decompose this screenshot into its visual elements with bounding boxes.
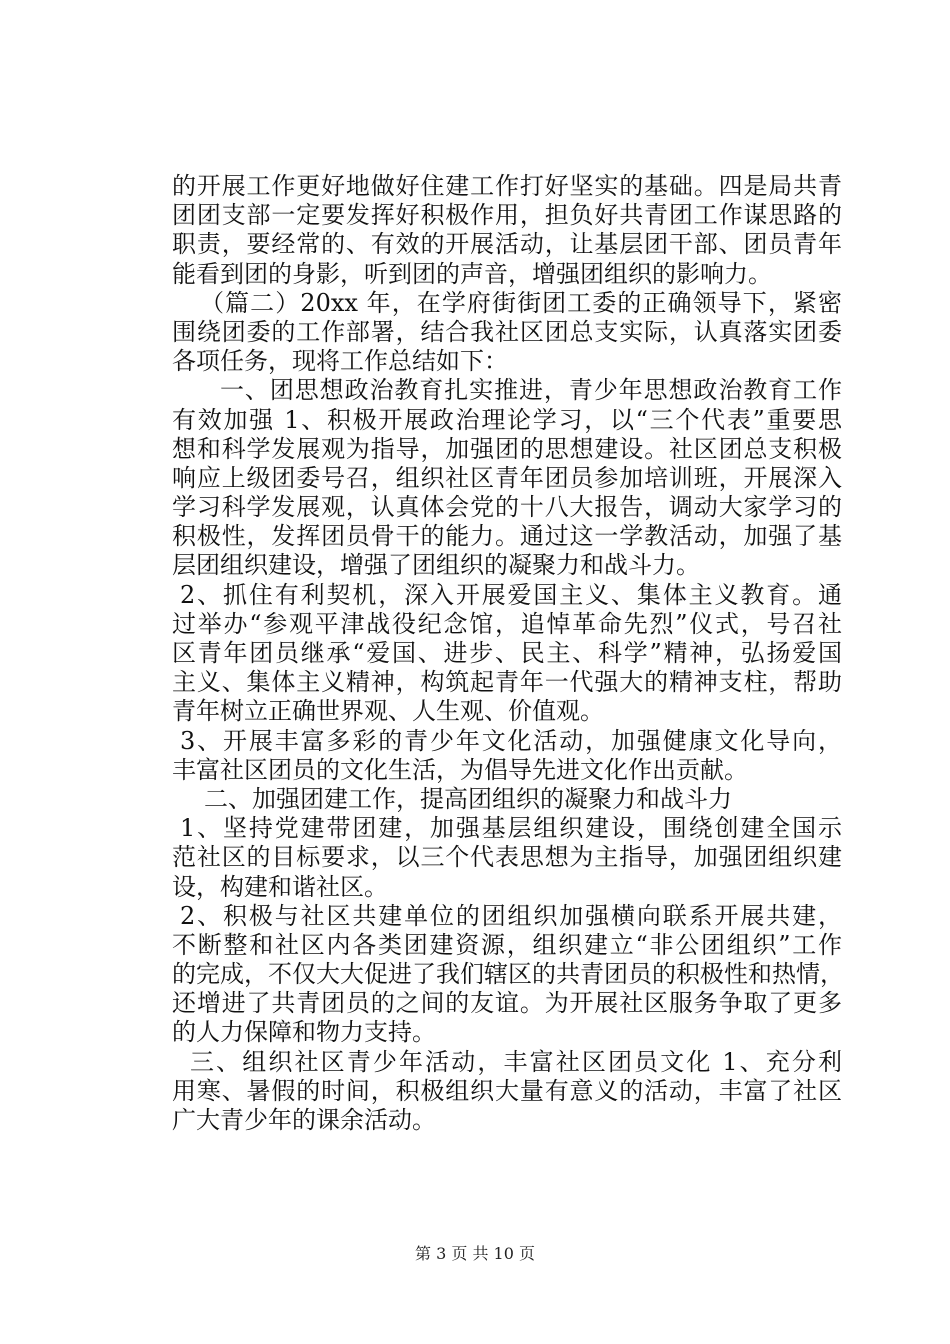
text-line: 围绕团委的工作部署，结合我社区团总支实际，认真落实团委 <box>172 317 842 346</box>
text-line: （篇二）20xx 年，在学府街街团工委的正确领导下，紧密 <box>200 288 842 317</box>
text-line: 1、坚持党建带团建，加强基层组织建设，围绕创建全国示 <box>180 814 842 843</box>
text-line: 3、开展丰富多彩的青少年文化活动，加强健康文化导向， <box>180 726 842 755</box>
text-line: 设，构建和谐社区。 <box>172 872 388 901</box>
text-line: 想和科学发展观为指导，加强团的思想建设。社区团总支积极 <box>172 434 842 463</box>
text-line: 不断整和社区内各类团建资源，组织建立“非公团组织”工作 <box>172 930 842 959</box>
text-line: 学习科学发展观，认真体会党的十八大报告，调动大家学习的 <box>172 493 842 522</box>
text-line: 2、抓住有利契机，深入开展爱国主义、集体主义教育。通 <box>180 580 842 609</box>
text-line: 广大青少年的课余活动。 <box>172 1106 436 1134</box>
text-line: 团团支部一定要发挥好积极作用，担负好共青团工作谋思路的 <box>172 201 842 230</box>
text-line: 职责，要经常的、有效的开展活动，让基层团干部、团员青年 <box>172 230 842 259</box>
text-line: 的开展工作更好地做好住建工作打好坚实的基础。四是局共青 <box>172 172 842 200</box>
text-line: 的完成，不仅大大促进了我们辖区的共青团员的积极性和热情， <box>172 960 844 989</box>
text-line: 主义、集体主义精神，构筑起青年一代强大的精神支柱，帮助 <box>172 668 842 697</box>
text-line: 积极性，发挥团员骨干的能力。通过这一学教活动，加强了基 <box>172 522 842 551</box>
text-line: 各项任务，现将工作总结如下： <box>172 347 508 376</box>
text-line: 的人力保障和物力支持。 <box>172 1018 436 1047</box>
text-line: 还增进了共青团员的之间的友谊。为开展社区服务争取了更多 <box>172 989 842 1018</box>
text-line: 有效加强 1、积极开展政治理论学习，以“三个代表”重要思 <box>172 405 842 434</box>
text-line: 范社区的目标要求，以三个代表思想为主指导，加强团组织建 <box>172 843 842 872</box>
text-line: 过举办“参观平津战役纪念馆，追悼革命先烈”仪式，号召社 <box>172 609 842 638</box>
text-line: 一、团思想政治教育扎实推进，青少年思想政治教育工作 <box>220 376 842 405</box>
text-line: 层团组织建设，增强了团组织的凝聚力和战斗力。 <box>172 551 700 580</box>
text-line: 2、积极与社区共建单位的团组织加强横向联系开展共建， <box>180 901 842 930</box>
page-footer: 第 3 页 共 10 页 <box>415 1244 535 1263</box>
text-line: 三、组织社区青少年活动，丰富社区团员文化 1、充分利 <box>190 1047 842 1076</box>
text-line: 区青年团员继承“爱国、进步、民主、科学”精神，弘扬爱国 <box>172 639 842 667</box>
text-line: 丰富社区团员的文化生活，为倡导先进文化作出贡献。 <box>172 755 748 784</box>
document-body <box>172 172 842 1135</box>
text-line: 用寒、暑假的时间，积极组织大量有意义的活动，丰富了社区 <box>172 1076 842 1105</box>
text-line: 响应上级团委号召，组织社区青年团员参加培训班，开展深入 <box>172 463 842 492</box>
text-line: 二、加强团建工作，提高团组织的凝聚力和战斗力 <box>204 784 732 813</box>
text-line: 能看到团的身影，听到团的声音，增强团组织的影响力。 <box>172 259 772 288</box>
text-line: 青年树立正确世界观、人生观、价值观。 <box>172 697 604 726</box>
